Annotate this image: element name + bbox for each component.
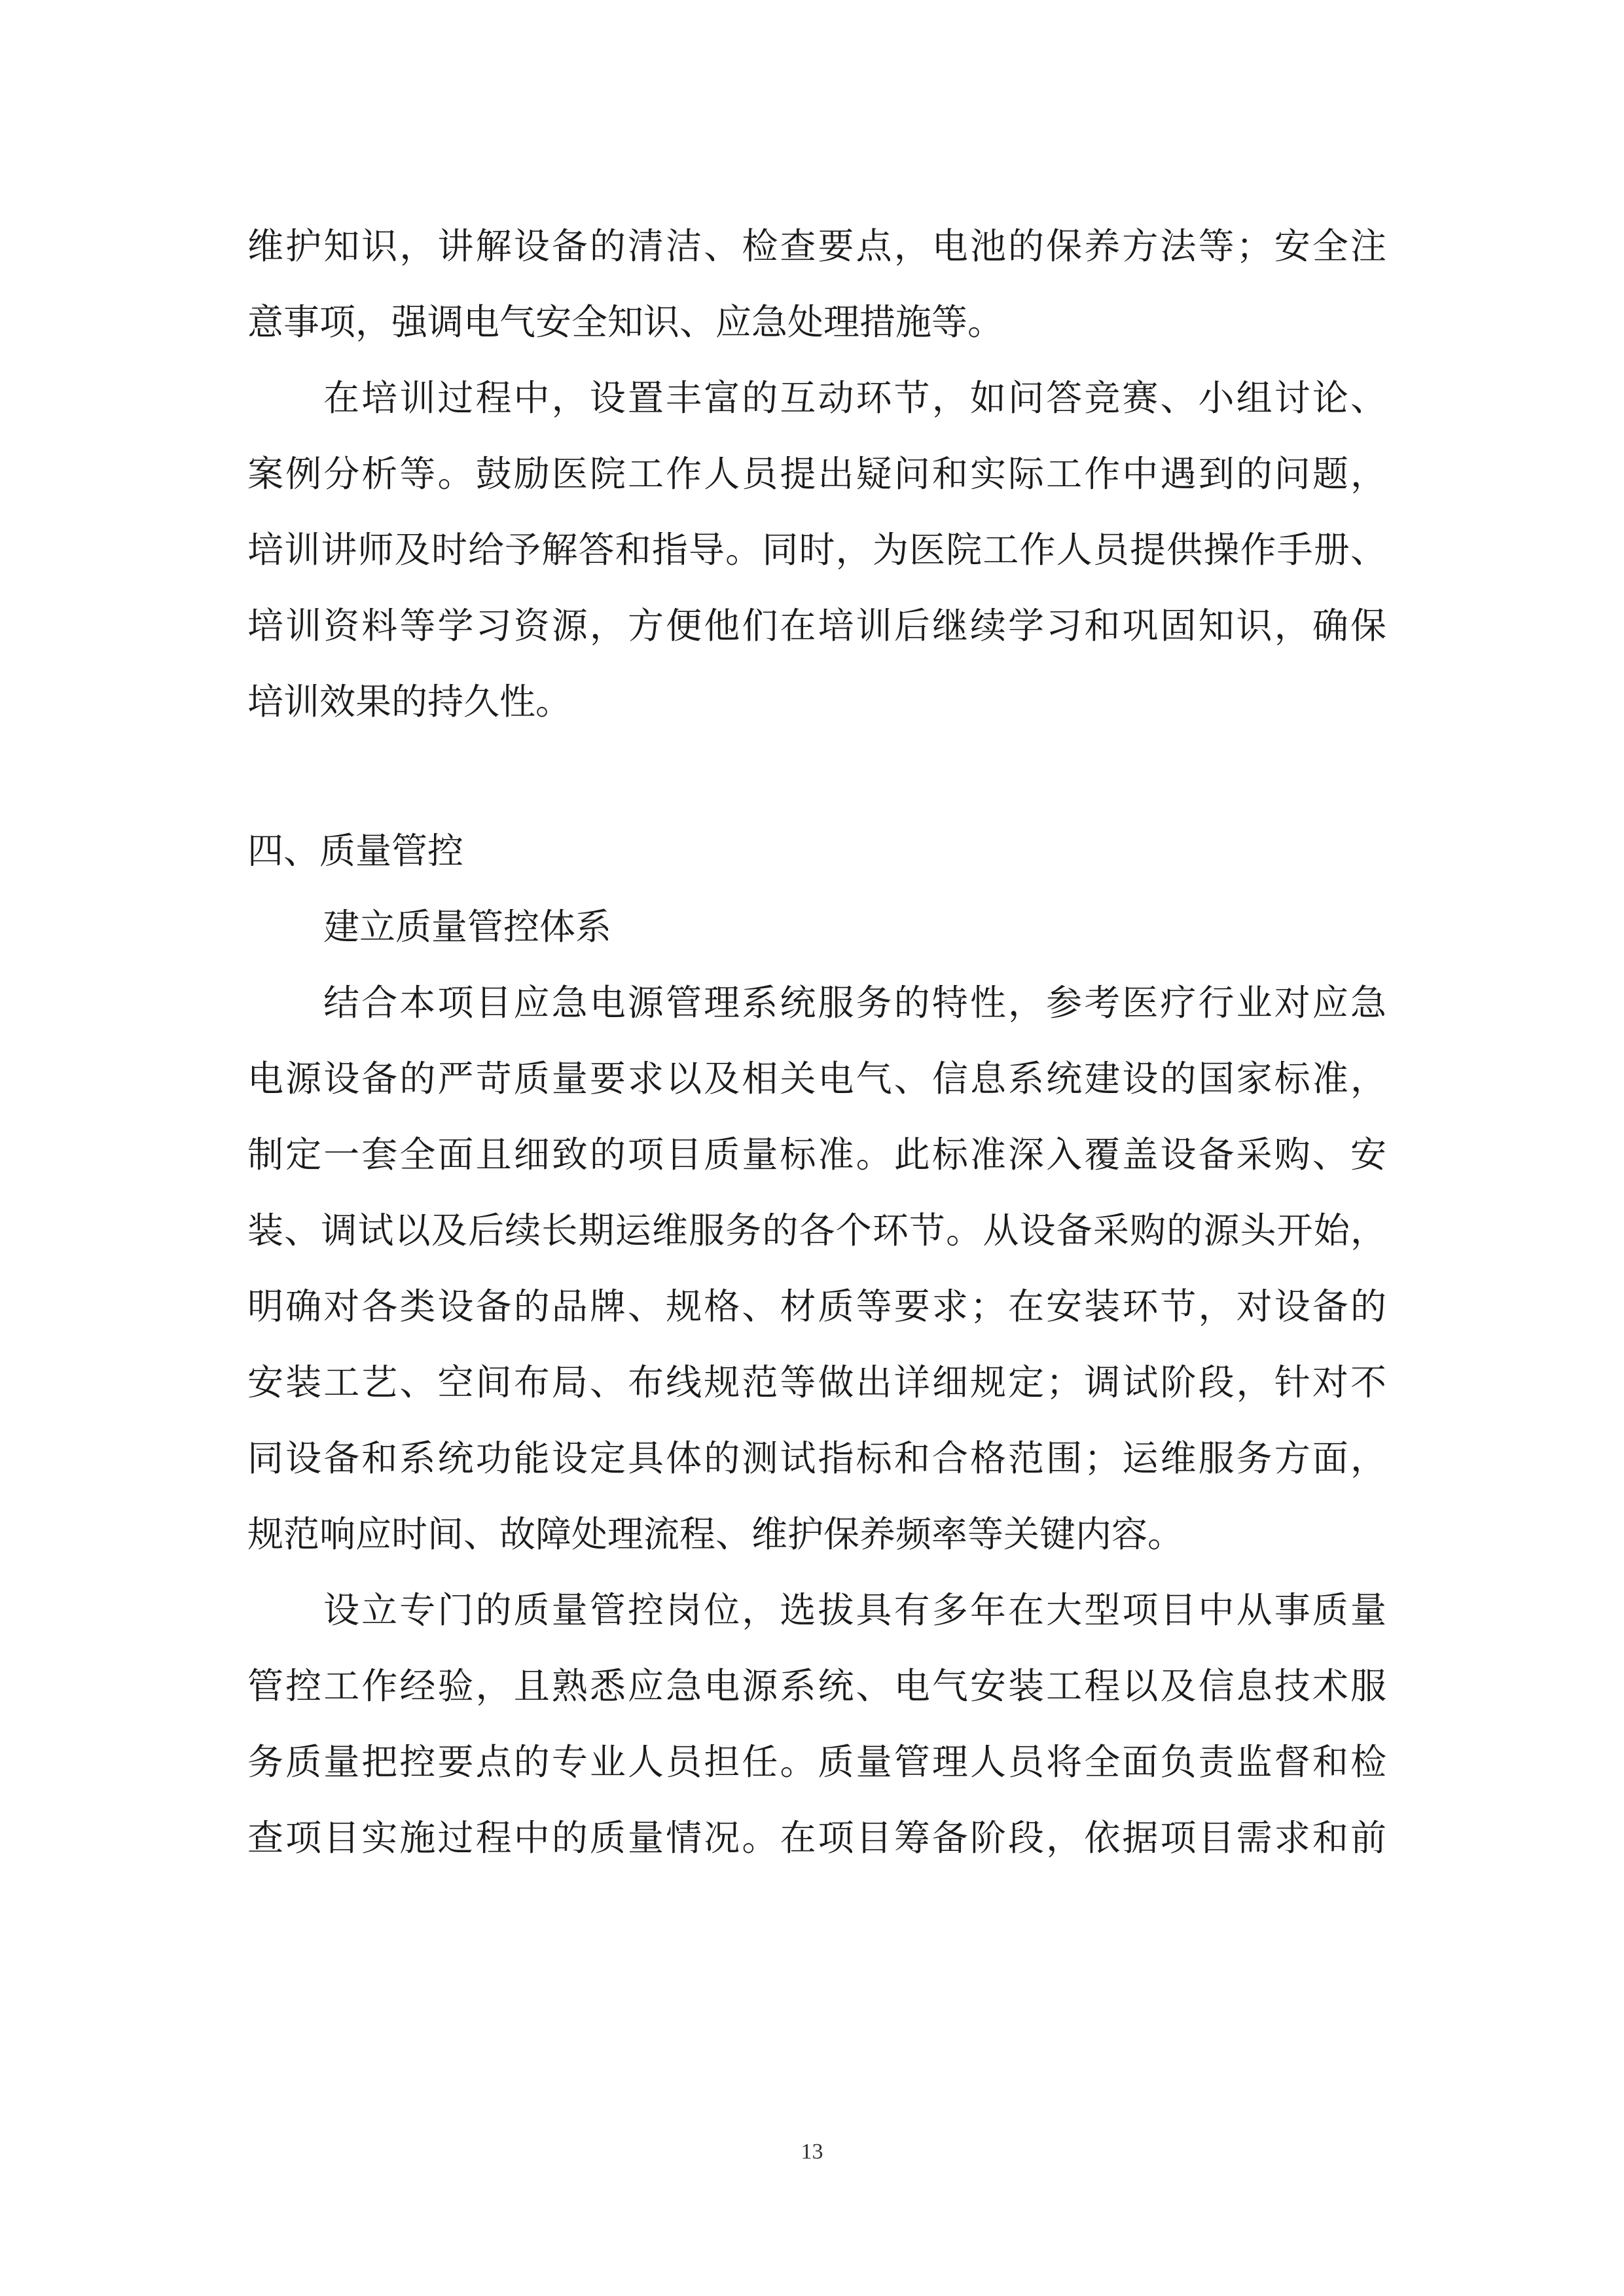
- text-line: 维护知识，讲解设备的清洁、检查要点，电池的保养方法等；安全注: [247, 225, 1386, 267]
- section-gap: [247, 740, 1386, 813]
- text-line: 查项目实施过程中的质量情况。在项目筹备阶段，依据项目需求和前: [247, 1817, 1386, 1859]
- text-line: 装、调试以及后续长期运维服务的各个环节。从设备采购的源头开始，: [247, 1210, 1386, 1251]
- text-line: 意事项，强调电气安全知识、应急处理措施等。: [247, 301, 1004, 343]
- text-line: 案例分析等。鼓励医院工作人员提出疑问和实际工作中遇到的问题，: [247, 453, 1386, 495]
- text-line: 培训效果的持久性。: [247, 681, 572, 723]
- text-line: 结合本项目应急电源管理系统服务的特性，参考医疗行业对应急: [323, 982, 1386, 1024]
- text-line: 安装工艺、空间布局、布线规范等做出详细规定；调试阶段，针对不: [247, 1361, 1386, 1403]
- text-line: 培训资料等学习资源，方便他们在培训后继续学习和巩固知识，确保: [247, 605, 1386, 647]
- page-number: 13: [801, 2140, 823, 2164]
- paragraph-1: [247, 208, 1386, 360]
- text-line: 制定一套全面且细致的项目质量标准。此标准深入覆盖设备采购、安: [247, 1134, 1386, 1175]
- text-line: 在培训过程中，设置丰富的互动环节，如问答竞赛、小组讨论、: [323, 377, 1386, 419]
- text-line: 设立专门的质量管控岗位，选拔具有多年在大型项目中从事质量: [323, 1589, 1386, 1631]
- text-line: 明确对各类设备的品牌、规格、材质等要求；在安装环节，对设备的: [247, 1285, 1386, 1327]
- paragraph-3: [247, 965, 1386, 1572]
- text-line: 管控工作经验，且熟悉应急电源系统、电气安装工程以及信息技术服: [247, 1665, 1386, 1707]
- document-body: [247, 208, 1386, 1876]
- paragraph-4: [247, 1572, 1386, 1876]
- text-line: 务质量把控要点的专业人员担任。质量管理人员将全面负责监督和检: [247, 1741, 1386, 1783]
- sub-heading: 建立质量管控体系: [323, 906, 612, 948]
- paragraph-2: [247, 360, 1386, 740]
- text-line: 同设备和系统功能设定具体的测试指标和合格范围；运维服务方面，: [247, 1437, 1386, 1479]
- section-heading: 四、质量管控: [247, 830, 464, 872]
- text-line: 规范响应时间、故障处理流程、维护保养频率等关键内容。: [247, 1513, 1184, 1555]
- text-line: 电源设备的严苛质量要求以及相关电气、信息系统建设的国家标准，: [247, 1058, 1386, 1100]
- text-line: 培训讲师及时给予解答和指导。同时，为医院工作人员提供操作手册、: [247, 529, 1386, 571]
